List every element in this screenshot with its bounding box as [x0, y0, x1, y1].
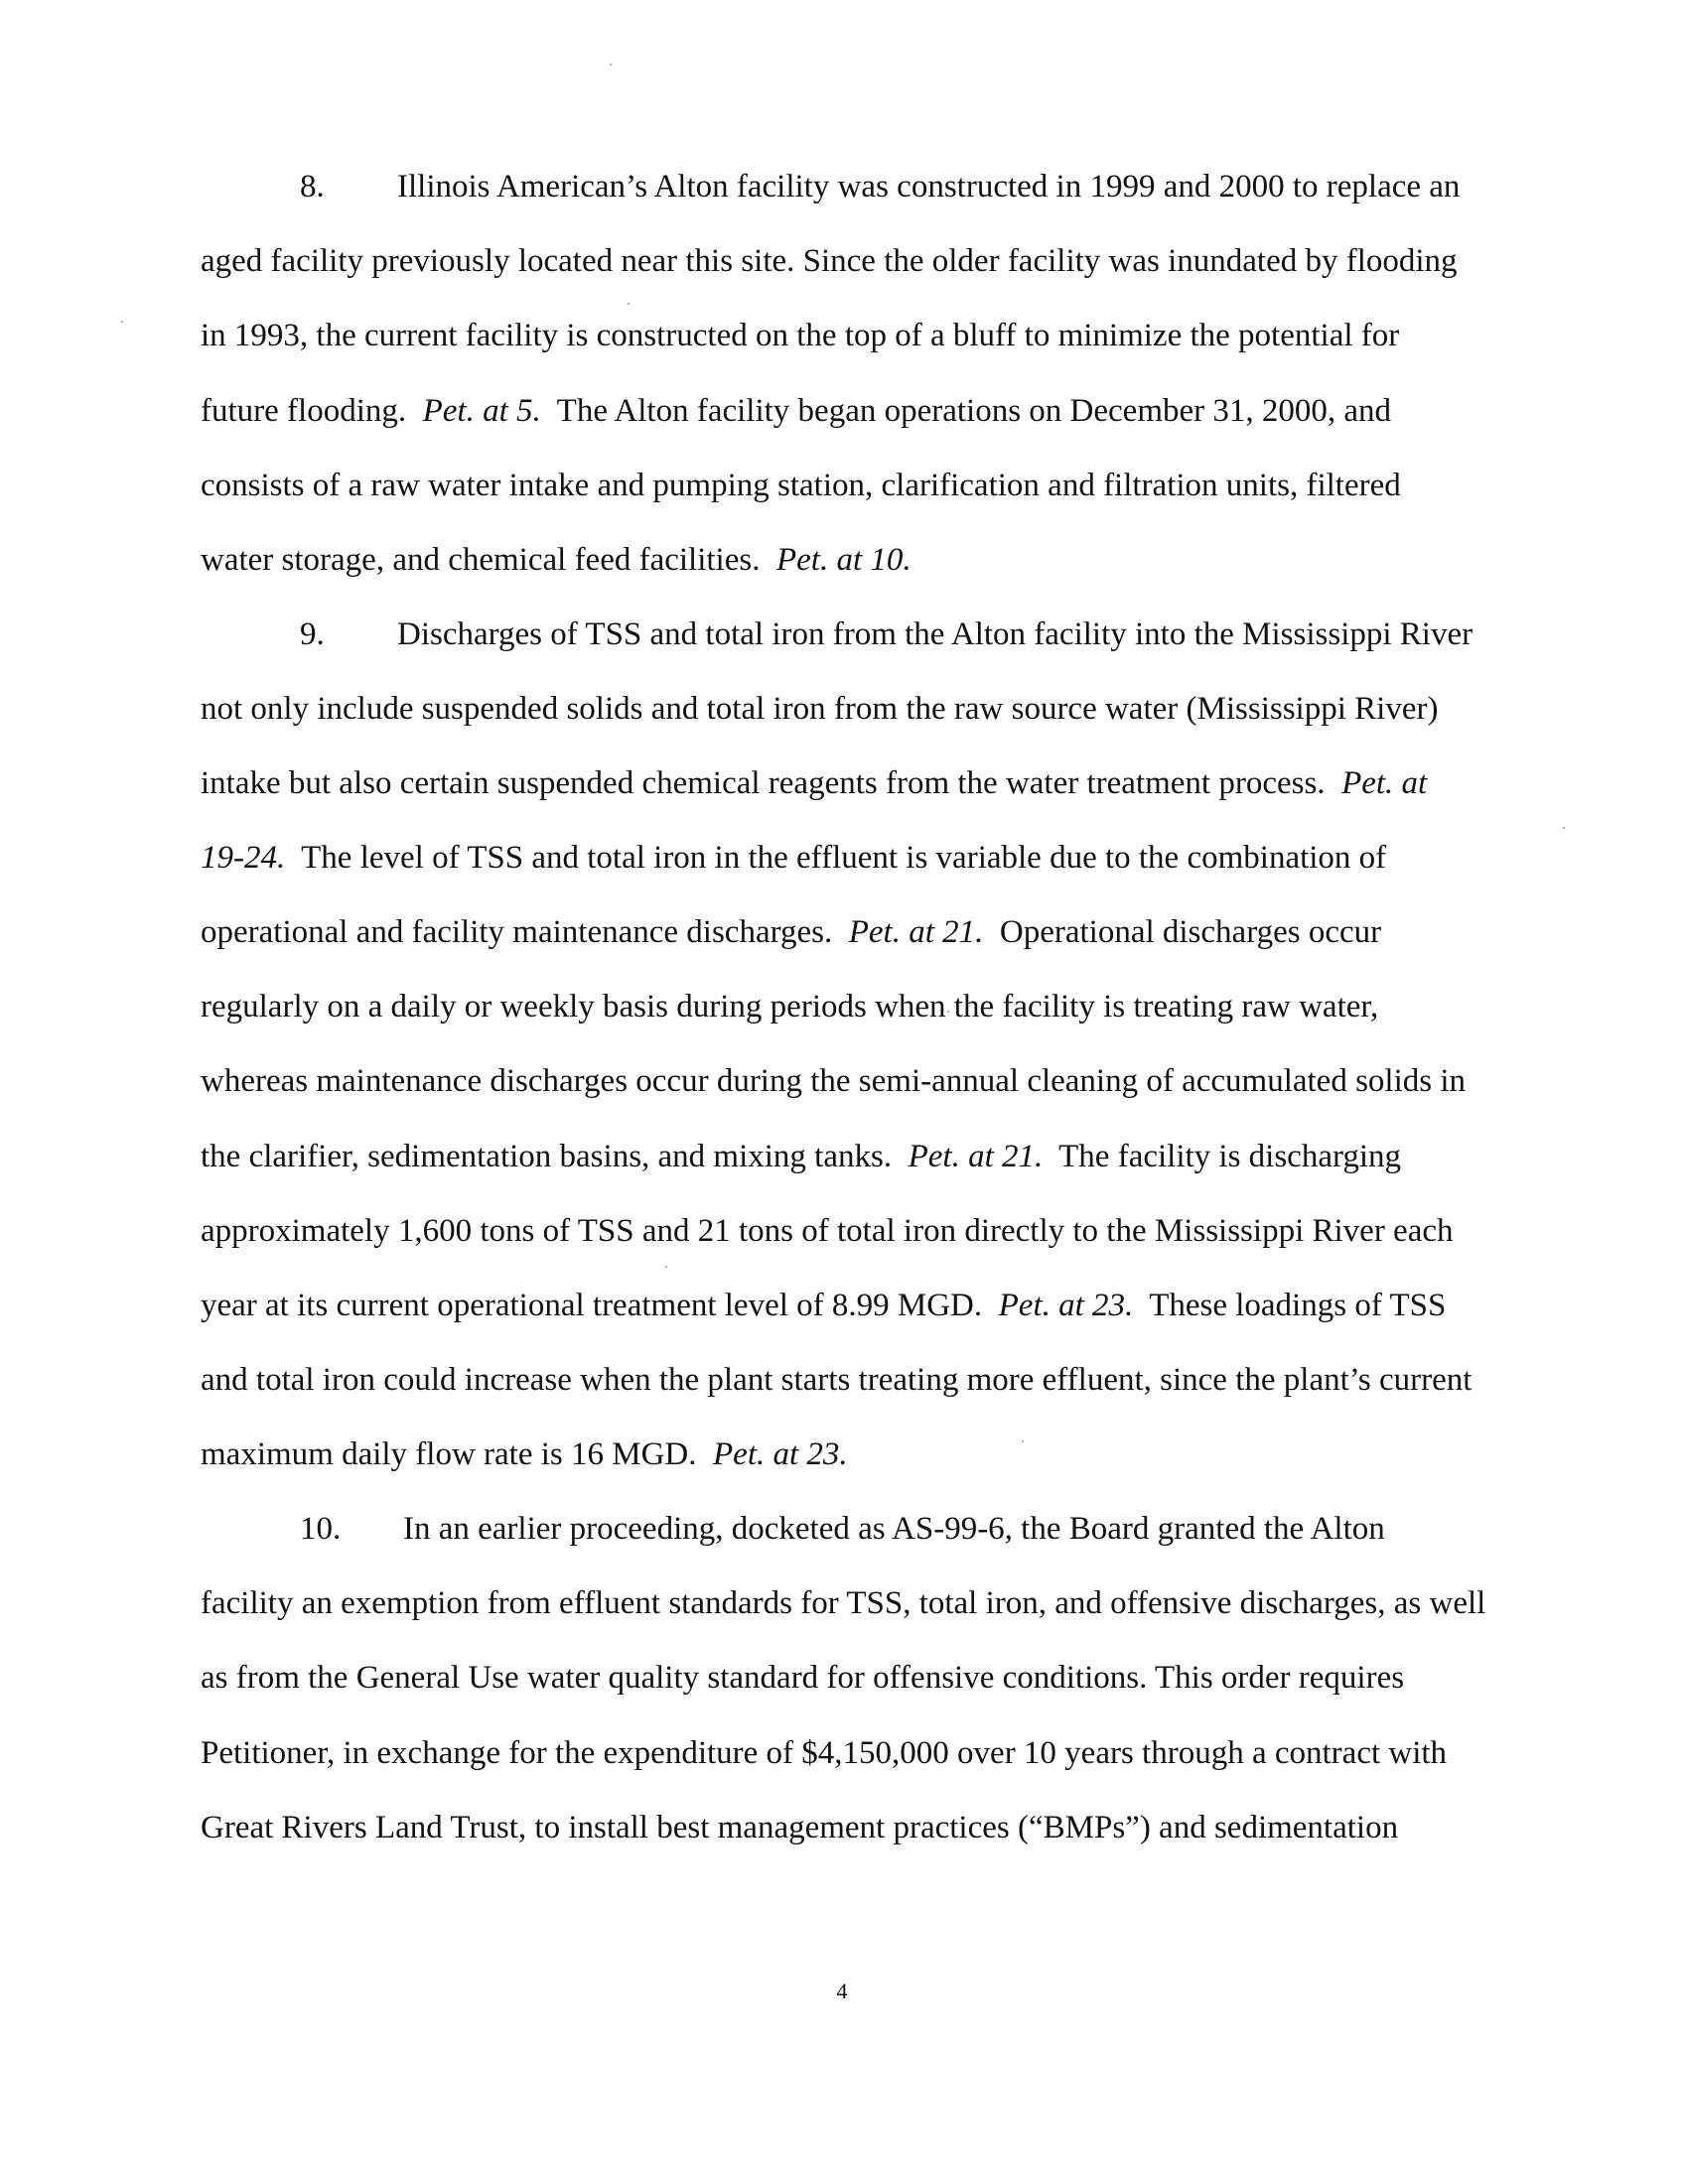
paragraph-line: [201, 466, 1401, 505]
scan-speck: [628, 303, 630, 305]
paragraph-line: [201, 1211, 1454, 1251]
citation: Pet. at 23.: [713, 1436, 848, 1472]
scan-speck: [1022, 1440, 1024, 1442]
text-run: and total iron could increase when the plant starts treating more effluent, since the plant’s current: [201, 1362, 1473, 1398]
paragraph-line: [201, 1061, 1466, 1101]
text-run: These loadings of TSS: [1133, 1288, 1447, 1323]
text-run: approximately 1,600 tons of TSS and 21 tons of total iron directly to the Mississippi River each: [201, 1213, 1454, 1249]
citation: Pet. at 5.: [422, 393, 541, 429]
citation: 19-24.: [201, 840, 286, 876]
paragraph-line: [201, 1808, 1398, 1847]
paragraph-line: [201, 1583, 1485, 1623]
paragraph-line: [201, 391, 1391, 431]
text-run: as from the General Use water quality standard for offensive conditions. This order requires: [201, 1660, 1405, 1696]
paragraph-line: [201, 1137, 1401, 1176]
text-run: Great Rivers Land Trust, to install best management practices (“BMPs”) and sedimentation: [201, 1810, 1399, 1845]
citation: Pet. at 21.: [908, 1139, 1044, 1174]
paragraph-line: [201, 1360, 1472, 1400]
text-run: regularly on a daily or weekly basis during periods when the facility is treating raw water,: [201, 989, 1379, 1024]
text-run: year at its current operational treatment level of 8.99 MGD.: [201, 1288, 999, 1323]
paragraph-number: 8.: [300, 169, 325, 205]
text-run: Operational discharges occur: [983, 914, 1382, 950]
paragraph-line: [201, 540, 912, 580]
scan-speck: [610, 64, 612, 66]
text-run: maximum daily flow rate is 16 MGD.: [201, 1436, 714, 1472]
text-run: facility an exemption from effluent standards for TSS, total iron, and offensive discharges, as well: [201, 1585, 1486, 1621]
paragraph-line: [201, 763, 1427, 803]
paragraph-line: [201, 316, 1399, 355]
paragraph-line: [201, 838, 1386, 878]
text-run: future flooding.: [201, 393, 423, 429]
text-run: The level of TSS and total iron in the effluent is variable due to the combination of: [285, 840, 1387, 876]
scan-speck: [121, 321, 123, 323]
scan-speck: [1563, 827, 1565, 829]
page-number: 4: [836, 1979, 848, 2003]
paragraph-line: [201, 912, 1381, 952]
paragraph-line: [201, 689, 1438, 729]
paragraph-line: [300, 167, 1460, 206]
text-run: Petitioner, in exchange for the expenditure of $4,150,000 over 10 years through a contract with: [201, 1735, 1448, 1771]
text-run: operational and facility maintenance discharges.: [201, 914, 849, 950]
text-run: aged facility previously located near this site. Since the older facility was inundated by flooding: [201, 243, 1458, 279]
paragraph-line: [201, 1658, 1404, 1698]
citation: Pet. at 23.: [998, 1288, 1134, 1323]
text-run: Discharges of TSS and total iron from the Alton facility into the Mississippi River: [397, 616, 1474, 652]
text-run: not only include suspended solids and total iron from the raw source water (Mississippi River): [201, 691, 1439, 727]
paragraph-number: 9.: [300, 616, 325, 652]
text-run: In an earlier proceeding, docketed as AS-99-6, the Board granted the Alton: [403, 1511, 1385, 1547]
text-run: the clarifier, sedimentation basins, and mixing tanks.: [201, 1139, 909, 1174]
paragraph-line: [201, 987, 1378, 1026]
text-run: The facility is discharging: [1043, 1139, 1402, 1174]
citation: Pet. at 10.: [775, 542, 912, 578]
text-run: whereas maintenance discharges occur during the semi-annual cleaning of accumulated solids in: [201, 1063, 1467, 1099]
paragraph-number: 10.: [300, 1511, 342, 1547]
paragraph-line: [300, 1509, 1385, 1549]
text-run: The Alton facility began operations on December 31, 2000, and: [540, 393, 1392, 429]
text-run: in 1993, the current facility is constructed on the top of a bluff to minimize the potential for: [201, 318, 1400, 353]
text-run: Illinois American’s Alton facility was constructed in 1999 and 2000 to replace an: [397, 169, 1461, 205]
paragraph-line: [201, 1733, 1447, 1773]
text-run: consists of a raw water intake and pumping station, clarification and filtration units, filtered: [201, 468, 1401, 503]
paragraph-line: [201, 241, 1458, 281]
citation: Pet. at: [1341, 765, 1428, 801]
paragraph-line: [201, 1286, 1446, 1325]
citation: Pet. at 21.: [848, 914, 984, 950]
paragraph-line: [201, 1434, 848, 1474]
text-run: intake but also certain suspended chemical reagents from the water treatment process.: [201, 765, 1342, 801]
paragraph-line: [300, 614, 1473, 654]
text-run: water storage, and chemical feed facilities.: [201, 542, 776, 578]
scan-speck: [665, 1266, 667, 1268]
